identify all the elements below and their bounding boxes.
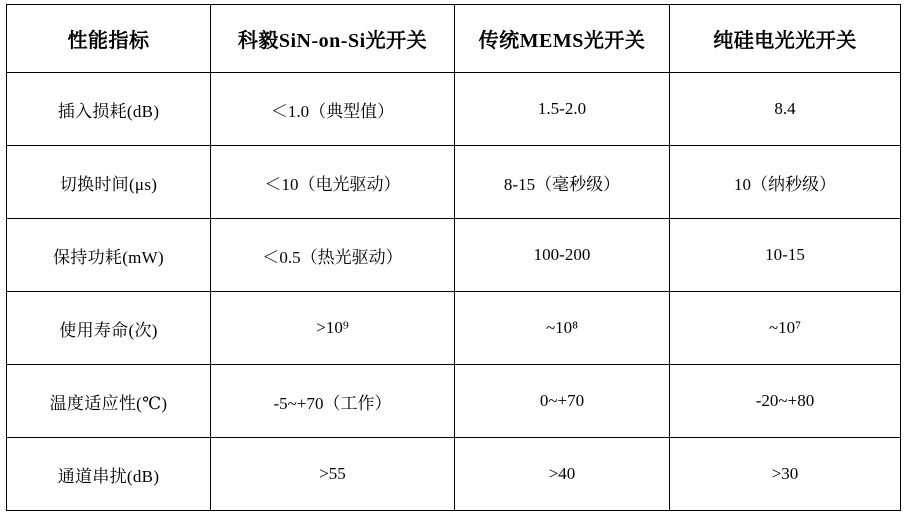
column-header-keyi-sin-on-si: 科毅SiN-on-Si光开关 — [211, 5, 455, 73]
cell-value: ＜10（电光驱动） — [211, 146, 455, 219]
row-metric-label: 插入损耗(dB) — [7, 73, 211, 146]
row-metric-label: 保持功耗(mW) — [7, 219, 211, 292]
cell-value: 1.5-2.0 — [455, 73, 670, 146]
cell-value: 8.4 — [670, 73, 901, 146]
table-row — [7, 146, 901, 219]
cell-value: 8-15（毫秒级） — [455, 146, 670, 219]
column-header-pure-silicon-eo: 纯硅电光光开关 — [670, 5, 901, 73]
row-metric-label: 通道串扰(dB) — [7, 438, 211, 511]
cell-value: 100-200 — [455, 219, 670, 292]
specification-comparison-table — [6, 4, 901, 511]
cell-value: ＜0.5（热光驱动） — [211, 219, 455, 292]
cell-value: 10-15 — [670, 219, 901, 292]
row-metric-label: 温度适应性(℃) — [7, 365, 211, 438]
column-header-traditional-mems: 传统MEMS光开关 — [455, 5, 670, 73]
table-row — [7, 219, 901, 292]
cell-value: -20~+80 — [670, 365, 901, 438]
table-row — [7, 292, 901, 365]
cell-value: ~10⁷ — [670, 292, 901, 365]
cell-value: >40 — [455, 438, 670, 511]
cell-value: >30 — [670, 438, 901, 511]
row-metric-label: 使用寿命(次) — [7, 292, 211, 365]
table-row — [7, 438, 901, 511]
row-metric-label: 切换时间(μs) — [7, 146, 211, 219]
cell-value: >10⁹ — [211, 292, 455, 365]
cell-value: 0~+70 — [455, 365, 670, 438]
table-row — [7, 365, 901, 438]
cell-value: >55 — [211, 438, 455, 511]
cell-value: -5~+70（工作） — [211, 365, 455, 438]
column-header-metric: 性能指标 — [7, 5, 211, 73]
cell-value: ＜1.0（典型值） — [211, 73, 455, 146]
cell-value: 10（纳秒级） — [670, 146, 901, 219]
cell-value: ~10⁸ — [455, 292, 670, 365]
table-header-row-group — [7, 5, 901, 73]
table-header-row — [7, 5, 901, 73]
table-row — [7, 73, 901, 146]
table-body — [7, 73, 901, 511]
